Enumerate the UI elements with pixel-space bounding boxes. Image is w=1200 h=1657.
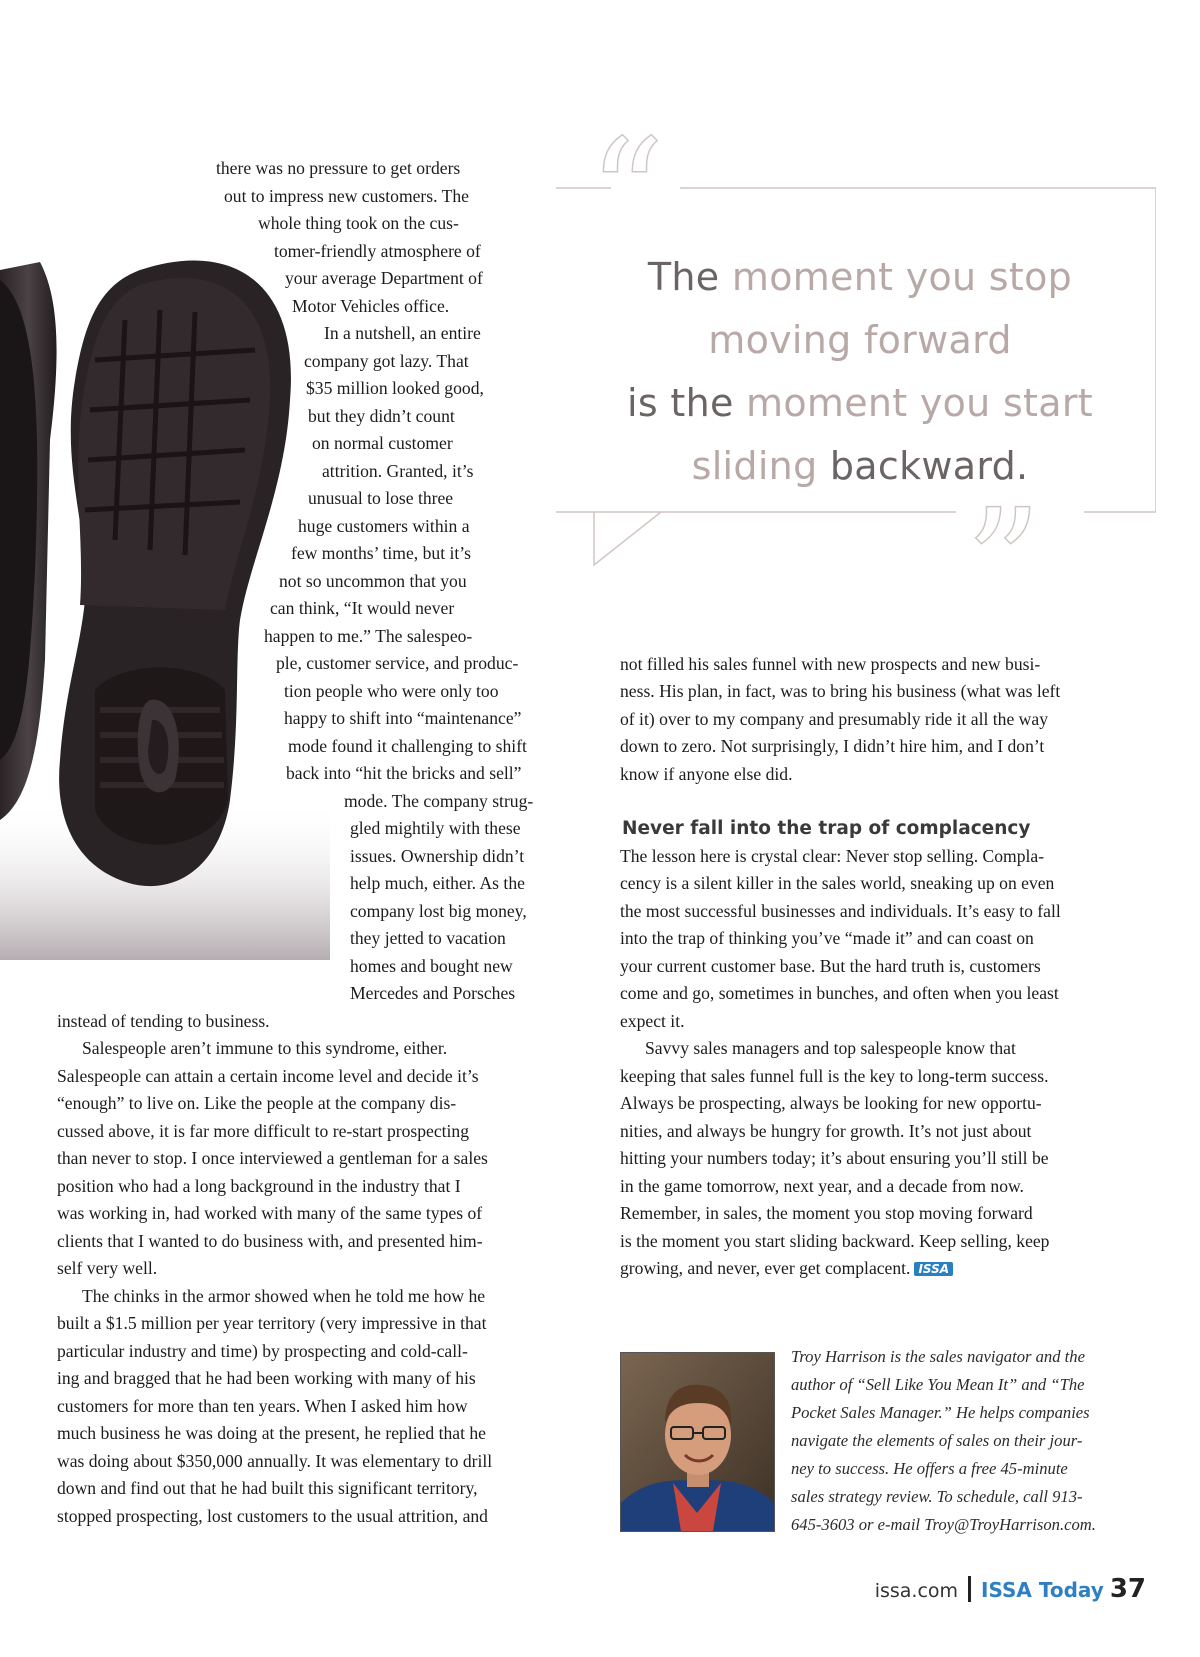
text-line: come and go, sometimes in bunches, and often when you least (620, 983, 1059, 1003)
page-footer (875, 1574, 1146, 1604)
text-line: “enough” to live on. Like the people at the company dis- (57, 1093, 457, 1113)
pull-quote-line: The moment you stop (647, 255, 1073, 299)
text-line: attrition. Granted, it’s (322, 461, 474, 481)
section-heading: Never fall into the trap of complacency (622, 818, 1031, 839)
text-line: is the moment you start sliding backward. Keep selling, keep (620, 1231, 1050, 1251)
text-line: Savvy sales managers and top salespeople know that (645, 1038, 1016, 1058)
text-line: Salespeople aren’t immune to this syndrome, either. (82, 1038, 448, 1058)
footer-site[interactable]: issa.com (874, 1580, 959, 1602)
text-line: nities, and always be hungry for growth. It’s not just about (620, 1121, 1032, 1141)
text-line: know if anyone else did. (620, 764, 793, 784)
text-line: not filled his sales funnel with new prospects and new busi- (620, 654, 1041, 674)
text-line: happen to me.” The salespeo- (264, 626, 473, 646)
text-line: mode. The company strug- (344, 791, 534, 811)
bio-line: Pocket Sales Manager.” He helps companies (791, 1403, 1090, 1422)
text-line: into the trap of thinking you’ve “made it” and can coast on (620, 928, 1034, 948)
text-line: was working in, had worked with many of the same types of (57, 1203, 483, 1223)
text-line: help much, either. As the (350, 873, 525, 893)
text-line: gled mightily with these (350, 818, 521, 838)
text-line: of it) over to my company and presumably ride it all the way (620, 709, 1048, 729)
page-number: 37 (1109, 1574, 1146, 1604)
pull-quote-line: sliding backward. (691, 444, 1029, 488)
text-line: Remember, in sales, the moment you stop moving forward (620, 1203, 1033, 1223)
text-line: ing and bragged that he had been working with many of his (57, 1368, 476, 1388)
text-line: the most successful businesses and individuals. It’s easy to fall (620, 901, 1061, 921)
text-line: instead of tending to business. (57, 1011, 270, 1031)
text-line: homes and bought new (350, 956, 513, 976)
open-quote-icon: “ (588, 108, 665, 282)
text-line: unusual to lose three (308, 488, 454, 508)
text-line: few months’ time, but it’s (291, 543, 471, 563)
text-line (620, 1255, 953, 1283)
text-line: in the game tomorrow, next year, and a decade from now. (620, 1176, 1024, 1196)
bio-line: ney to success. He offers a free 45-minute (791, 1459, 1068, 1478)
text-line: can think, “It would never (270, 598, 455, 618)
text-line: whole thing took on the cus- (258, 213, 459, 233)
text-line: there was no pressure to get orders (216, 158, 461, 178)
author-photo (620, 1352, 775, 1532)
issa-end-mark-icon: ISSA (914, 1262, 953, 1276)
text-line: tomer-friendly atmosphere of (274, 241, 481, 261)
text-line: self very well. (57, 1258, 158, 1278)
text-line: mode found it challenging to shift (288, 736, 527, 756)
text-line: out to impress new customers. The (224, 186, 469, 206)
text-line: company lost big money, (350, 901, 527, 921)
text-line: In a nutshell, an entire (324, 323, 481, 343)
text-line: tion people who were only too (284, 681, 499, 701)
text-line: but they didn’t count (308, 406, 455, 426)
pull-quote-line: moving forward (708, 318, 1012, 362)
text-line-content: growing, and never, ever get complacent. (620, 1258, 911, 1278)
bio-line: sales strategy review. To schedule, call 913- (791, 1487, 1083, 1506)
text-line: down to zero. Not surprisingly, I didn’t hire him, and I don’t (620, 736, 1045, 756)
text-line: built a $1.5 million per year territory (very impressive in that (57, 1313, 487, 1333)
text-line: your average Department of (285, 268, 483, 288)
text-line: particular industry and time) by prospecting and cold-call- (57, 1341, 468, 1361)
text-line: Motor Vehicles office. (292, 296, 450, 316)
text-line: ple, customer service, and produc- (276, 653, 519, 673)
bio-line: author of “Sell Like You Mean It” and “The (791, 1375, 1085, 1394)
text-line: they jetted to vacation (350, 928, 506, 948)
text-line: Salespeople can attain a certain income level and decide it’s (57, 1066, 479, 1086)
text-line: customers for more than ten years. When I asked him how (57, 1396, 468, 1416)
text-line: not so uncommon that you (279, 571, 467, 591)
text-line: on normal customer (312, 433, 453, 453)
text-line: much business he was doing at the present, he replied that he (57, 1423, 486, 1443)
text-line: down and find out that he had built this significant territory, (57, 1478, 478, 1498)
text-line: your current customer base. But the hard truth is, customers (620, 956, 1041, 976)
text-line: issues. Ownership didn’t (350, 846, 525, 866)
text-line: position who had a long background in the industry that I (57, 1176, 461, 1196)
text-line: keeping that sales funnel full is the key to long-term success. (620, 1066, 1049, 1086)
text-line: ness. His plan, in fact, was to bring his business (what was left (620, 681, 1061, 701)
text-line: happy to shift into “maintenance” (284, 708, 522, 728)
text-line: back into “hit the bricks and sell” (286, 763, 522, 783)
text-line: stopped prospecting, lost customers to the usual attrition, and (57, 1506, 488, 1526)
text-line: Mercedes and Porsches (350, 983, 516, 1003)
text-line: The lesson here is crystal clear: Never stop selling. Compla- (620, 846, 1045, 866)
text-line: The chinks in the armor showed when he told me how he (82, 1286, 486, 1306)
text-line: clients that I wanted to do business with, and presented him- (57, 1231, 483, 1251)
bio-line: navigate the elements of sales on their jour- (791, 1431, 1083, 1450)
text-line: expect it. (620, 1011, 685, 1031)
text-line: hitting your numbers today; it’s about ensuring you’ll still be (620, 1148, 1049, 1168)
footer-magazine-title: ISSA Today (981, 1578, 1104, 1602)
text-line: Always be prospecting, always be looking for new opportu- (620, 1093, 1042, 1113)
bio-line: 645-3603 or e-mail Troy@TroyHarrison.com. (791, 1515, 1096, 1534)
footer-divider (968, 1576, 971, 1602)
text-line: huge customers within a (298, 516, 470, 536)
bio-line: Troy Harrison is the sales navigator and the (791, 1347, 1085, 1366)
text-line: company got lazy. That (304, 351, 469, 371)
text-line: cussed above, it is far more difficult to re-start prospecting (57, 1121, 470, 1141)
pull-quote-line: is the moment you start (627, 381, 1093, 425)
text-line: cency is a silent killer in the sales world, sneaking up on even (620, 873, 1055, 893)
text-line: $35 million looked good, (306, 378, 484, 398)
close-quote-icon: ” (965, 478, 1042, 652)
text-line: than never to stop. I once interviewed a gentleman for a sales (57, 1148, 488, 1168)
text-line: was doing about $350,000 annually. It was elementary to drill (57, 1451, 493, 1471)
